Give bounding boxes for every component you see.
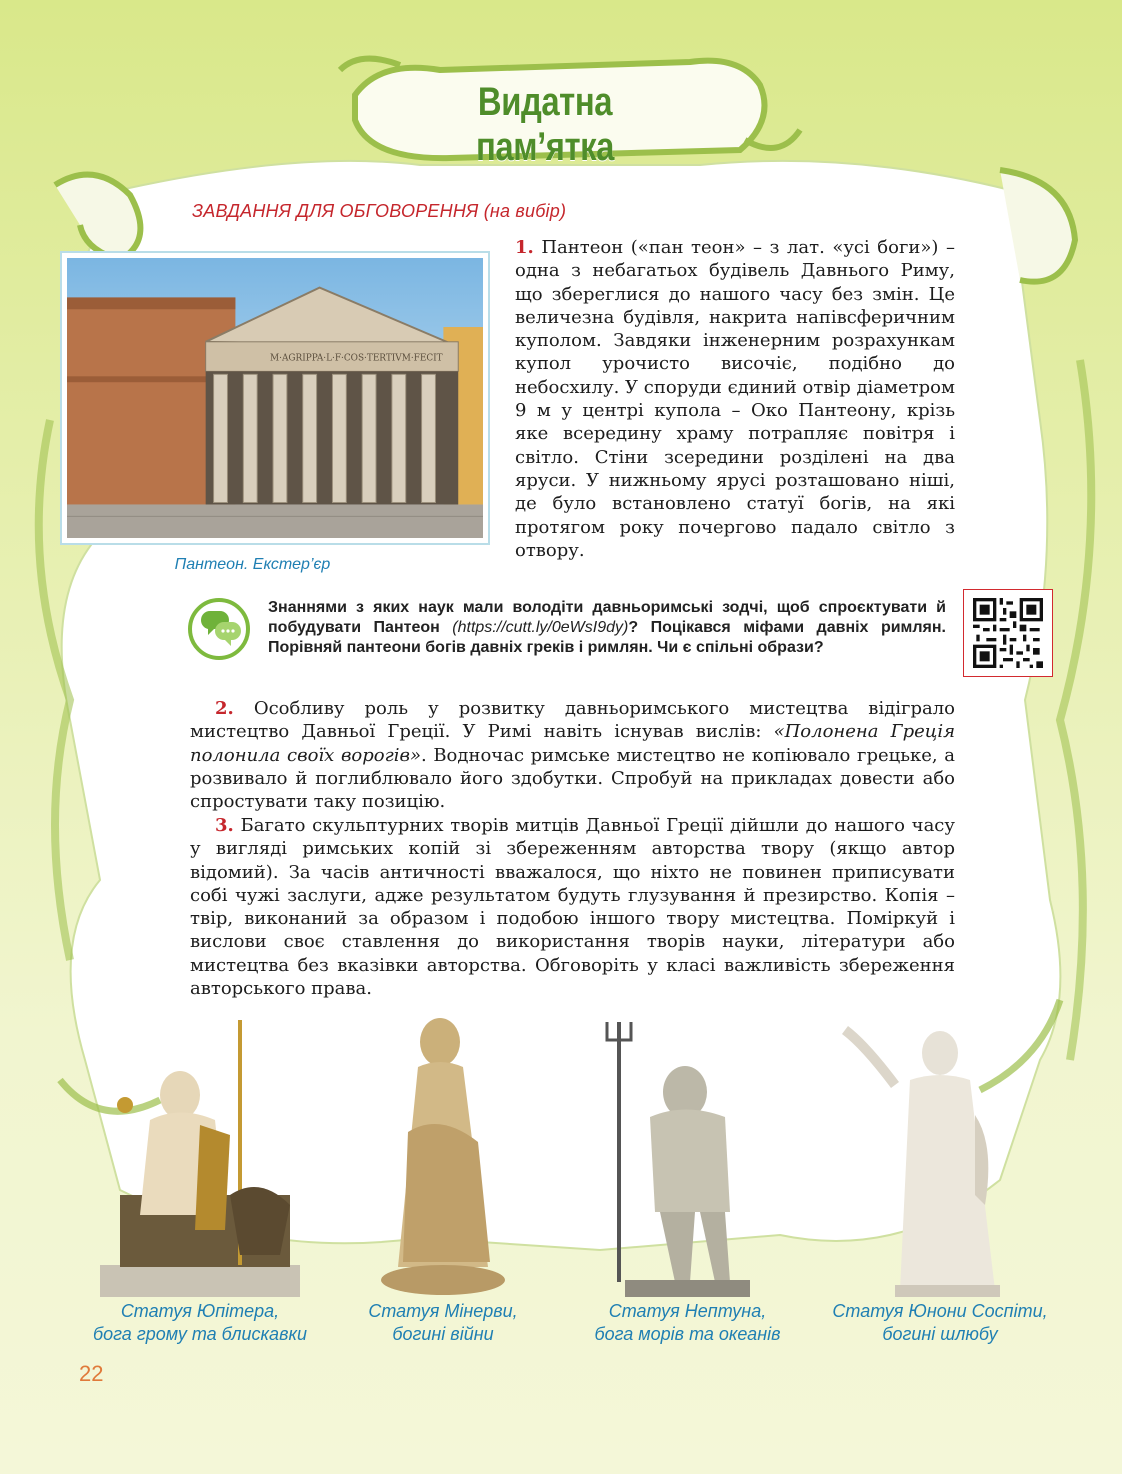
statue-neptune-image [605, 1012, 755, 1297]
item-3-text: Багато скульптурних творів митців Давньої Греції дійшли до нашого часу у вигляді римських копій зі збереженням авторства твору (якщо автор відомий). За часів античності вважалося, що ніхто не повинен приписувати собі чужі заслуги, адже результатом будуть глузування й презирство. Копія – твір, виконаний за образом і подобою іншого твору мистецтва. Поміркуй і вислови своє ставлення до використання творів науки, літератури або мистецтва без вказівки авторства. Обговоріть у класі важливість збереження авторського права. [190, 815, 955, 1000]
item-1-paragraph [515, 236, 955, 562]
item-1-number: 1. [515, 237, 534, 258]
statue-minerva-image [378, 1012, 508, 1297]
qr-code[interactable] [963, 589, 1053, 677]
photo-caption: Пантеон. Екстер’єр [174, 556, 331, 573]
statue-juno-sospita-image [835, 1015, 1010, 1297]
item-3-paragraph [190, 814, 955, 1000]
item-2-quote: «Полонена Греція полонила своїх ворогів» [190, 721, 955, 766]
item-2-text-a: Особливу роль у розвитку давньоримського мистецтва відіграло мистецтво Давньої Греції. У Римі навіть існував вислів: [190, 698, 955, 743]
item-3-number: 3. [215, 815, 234, 836]
statue-caption-minerva-line2: богині війни [392, 1324, 494, 1344]
statue-caption-jupiter [70, 1300, 330, 1346]
statue-caption-jupiter-line1: Статуя Юпітера, [120, 1301, 280, 1321]
statue-caption-jupiter-line2: бога грому та блискавки [93, 1324, 307, 1344]
inscription: M·AGRIPPA·L·F·COS·TERTIVM·FECIT [270, 353, 443, 364]
item-2-paragraph [190, 697, 955, 813]
statue-caption-minerva-line1: Статуя Мінерви, [368, 1301, 518, 1321]
discussion-question [268, 598, 946, 658]
page-title: Видатна пам’ятка [475, 80, 615, 169]
discussion-link[interactable]: (https://cutt.ly/0eWsI9dy) [452, 619, 629, 636]
discussion-icon [188, 598, 250, 660]
statue-caption-juno-line2: богині шлюбу [882, 1324, 998, 1344]
statue-jupiter-image [100, 1015, 300, 1297]
discussion-text-b: ? Поцікався міфами давніх римлян. Порівняй пантеони богів давніх греків і римлян. Чи є спільні образи? [268, 619, 947, 656]
item-2-text-b: . Водночас римське мистецтво не копіювало грецьке, а розвивало й поглиблювало його здобутки. Спробуй на прикладах довести або спростувати таку позицію. [190, 744, 955, 813]
item-2-number: 2. [215, 698, 234, 719]
statue-caption-neptune-line1: Статуя Нептуна, [608, 1301, 767, 1321]
discussion-text-a: Знаннями з яких наук мали володіти давньоримські зодчі, щоб спроєктувати й побудувати Пантеон [268, 599, 946, 636]
pantheon-photo [60, 251, 490, 545]
statue-caption-neptune-line2: бога морів та океанів [594, 1324, 781, 1344]
statue-caption-minerva [338, 1300, 548, 1346]
page-number: 22 [79, 1361, 104, 1386]
task-heading: ЗАВДАННЯ ДЛЯ ОБГОВОРЕННЯ (на вибір) [192, 201, 567, 221]
statue-caption-juno-line1: Статуя Юнони Соспіти, [832, 1301, 1048, 1321]
statue-caption-juno [820, 1300, 1060, 1346]
statue-caption-neptune [580, 1300, 795, 1346]
pantheon-image [67, 258, 483, 538]
qr-code-icon [972, 598, 1044, 668]
item-1-text: Пантеон («пан теон» – з лат. «усі боги») – одна з небагатьох будівель Давнього Риму, що збереглися до нашого часу без змін. Це величезна будівля, накрита напівсферичним куполом. Завдяки інженерним розрахункам купол урочисто височіє, подібно до небосхилу. У споруди єдиний отвір діаметром 9 м у центрі купола – Око Пантеону, крізь яке всередину храму потрапляє повітря і світло. Стіни зсередини розділені на два яруси. У нижньому ярусі розташовано ніші, де було встановлено статуї богів, на які протягом року почергово падало світло з отвору. [515, 237, 955, 561]
